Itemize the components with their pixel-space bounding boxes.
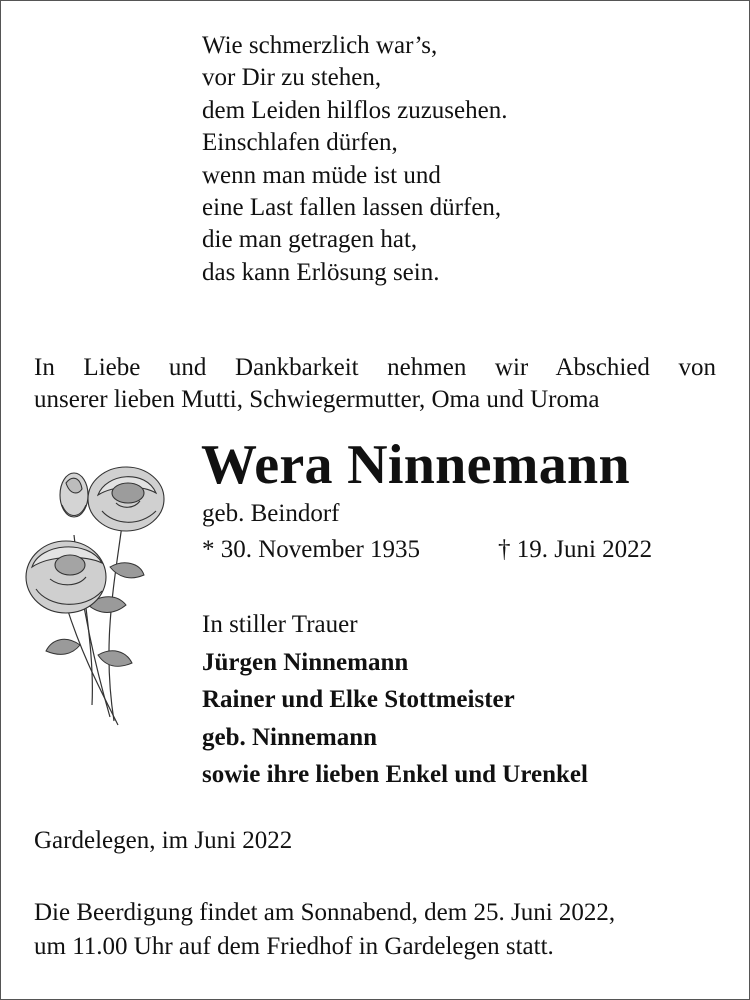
death-date: † 19. Juni 2022: [498, 536, 653, 563]
poem-line: das kann Erlösung sein.: [202, 258, 440, 286]
poem-line: wenn man müde ist und: [202, 161, 441, 189]
poem-line: eine Last fallen lassen dürfen,: [202, 194, 502, 222]
poem-line: vor Dir zu stehen,: [202, 64, 382, 92]
farewell-intro-line: In Liebe und Dankbarkeit nehmen wir Abschied von: [34, 354, 716, 381]
life-dates: [202, 533, 702, 567]
mourner-name: sowie ihre lieben Enkel und Urenkel: [202, 761, 588, 788]
mourner-name: geb. Ninnemann: [202, 723, 378, 751]
place-date: Gardelegen, im Juni 2022: [34, 827, 293, 854]
mourner-name: Jürgen Ninnemann: [202, 648, 409, 676]
poem-line: Einschlafen dürfen,: [202, 129, 398, 157]
funeral-notice-line: Die Beerdigung findet am Sonnabend, dem 25. Juni 2022,: [34, 899, 616, 926]
birth-date: * 30. November 1935: [202, 536, 421, 563]
poem-line: Wie schmerzlich war’s,: [202, 32, 438, 59]
mourner-name: Rainer und Elke Stottmeister: [202, 686, 515, 713]
maiden-name: geb. Beindorf: [202, 500, 340, 527]
poem: [202, 30, 507, 289]
deceased-name: Wera Ninnemann: [201, 434, 630, 496]
farewell-intro-line: unserer lieben Mutti, Schwiegermutter, Oma und Uroma: [34, 386, 600, 413]
mourners-block: [202, 606, 588, 794]
farewell-intro: [34, 352, 716, 416]
roses-icon: [22, 455, 182, 735]
funeral-notice-line: um 11.00 Uhr auf dem Friedhof in Gardelegen statt.: [34, 933, 554, 960]
poem-line: dem Leiden hilflos zuzusehen.: [202, 96, 508, 124]
funeral-notice: [34, 896, 615, 964]
poem-line: die man getragen hat,: [202, 226, 418, 254]
mourners-heading: In stiller Trauer: [202, 611, 358, 638]
